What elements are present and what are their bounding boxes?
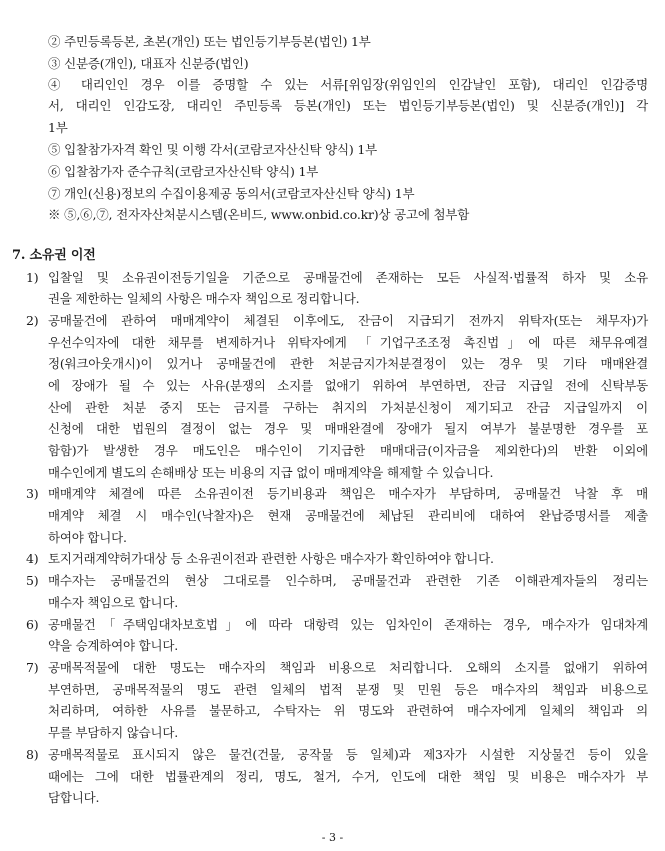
clause-line: 때에는 그에 대한 법률관계의 정리, 명도, 철거, 수거, 인도에 대한 책임 및 비용은 매수자가 부 (48, 769, 648, 784)
doc-item-6: ⑥ 입찰참가자 준수규칙(코람코자산신탁 양식) 1부 (48, 164, 319, 179)
clause-line: 처리하며, 여하한 사유를 불문하고, 수탁자는 위 명도와 관련하여 매수자에게 일체의 책임과 의 (48, 703, 648, 718)
doc-item-2: ② 주민등록등본, 초본(개인) 또는 법인등기부등본(법인) 1부 (48, 34, 371, 49)
clause-line: 우선수익자에 대한 채무를 변제하거나 위탁자에게 「기업구조조정 촉진법」에 따른 채무유예결 (48, 335, 648, 350)
doc-note: ※ ⑤,⑥,⑦, 전자자산처분시스템(온비드, www.onbid.co.kr)상 공고에 첨부함 (48, 207, 470, 222)
clause-line: 공매물건에 관하여 매매계약이 체결된 이후에도, 잔금이 지급되기 전까지 위탁자(또는 채무자)가 (48, 313, 648, 328)
clause-line: 산에 관한 처분 중지 또는 금지를 구하는 취지의 가처분신청이 제기되고 잔금 지급일까지 이 (48, 400, 648, 415)
clause-line: 약을 승계하여야 합니다. (48, 638, 179, 653)
clause-line: 매수자는 공매물건의 현상 그대로를 인수하며, 공매물건과 관련한 기존 이해관계자들의 정리는 (48, 573, 648, 588)
clause-line: 매수자 책임으로 합니다. (48, 595, 179, 610)
clause-number: 2) (26, 313, 39, 328)
clause-line: 매계약 체결 시 매수인(낙찰자)은 현재 공매물건에 체납된 관리비에 대하여 완납증명서를 제출 (48, 508, 648, 523)
clause-line: 공매목적물로 표시되지 않은 물건(건물, 공작물 등 일체)과 제3자가 시설한 지상물건 등이 있을 (48, 747, 648, 762)
clause-number: 4) (26, 551, 39, 566)
clause-line: 권을 제한하는 일체의 사항은 매수자 책임으로 정리합니다. (48, 291, 360, 306)
clause-line: 담합니다. (48, 790, 100, 805)
section-title: 7. 소유권 이전 (12, 248, 96, 263)
clause-number: 1) (26, 270, 39, 285)
clause-number: 5) (26, 573, 39, 588)
doc-item-3: ③ 신분증(개인), 대표자 신분증(법인) (48, 56, 249, 71)
clause-line: 입찰일 및 소유권이전등기일을 기준으로 공매물건에 존재하는 모든 사실적·법률적 하자 및 소유 (48, 270, 648, 285)
doc-item-7: ⑦ 개인(신용)정보의 수집이용제공 동의서(코람코자산신탁 양식) 1부 (48, 186, 415, 201)
clause-line: 신청에 대한 법원의 결정이 없는 경우 및 매매완결에 장애가 될지 여부가 불분명한 경우를 포 (48, 421, 648, 436)
clause-number: 8) (26, 747, 39, 762)
doc-item-4-line-3: 1부 (48, 120, 68, 135)
doc-item-4-line-1: ④ 대리인인 경우 이를 증명할 수 있는 서류[위임장(위임인의 인감날인 포함), 대리인 인감증명 (48, 77, 648, 92)
clause-line: 매수인에게 별도의 손해배상 또는 비용의 지급 없이 매매계약을 해제할 수 있습니다. (48, 465, 494, 480)
page-number: - 3 - (321, 831, 344, 844)
clause-line: 공매목적물에 대한 명도는 매수자의 책임과 비용으로 처리합니다. 오해의 소지를 없애기 위하여 (48, 660, 648, 675)
clause-line: 하여야 합니다. (48, 530, 127, 545)
doc-item-5: ⑤ 입찰참가자격 확인 및 이행 각서(코람코자산신탁 양식) 1부 (48, 142, 377, 157)
clause-number: 7) (26, 660, 39, 675)
clause-number: 3) (26, 486, 39, 501)
clause-line: 정(워크아웃개시)이 있거나 공매물건에 관한 처분금지가처분결정이 있는 경우 및 기타 매매완결 (48, 356, 648, 371)
doc-item-4-line-2: 서, 대리인 인감도장, 대리인 주민등록 등본(개인) 또는 법인등기부등본(법인) 및 신분증(개인)] 각 (48, 98, 648, 113)
clause-line: 공매물건「주택임대차보호법」에 따라 대항력 있는 임차인이 존재하는 경우, 매수자가 임대차계 (48, 617, 648, 632)
clause-number: 6) (26, 617, 39, 632)
clause-line: 토지거래계약허가대상 등 소유권이전과 관련한 사항은 매수자가 확인하여야 합니다. (48, 551, 494, 566)
clause-line: 에 장애가 될 수 있는 사유(분쟁의 소지를 없애기 위하여 부연하면, 잔금 지급일 전에 신탁부동 (48, 378, 648, 393)
clause-line: 부연하면, 공매목적물의 명도 관련 일체의 법적 분쟁 및 민원 등은 매수자의 책임과 비용으로 (48, 682, 648, 697)
clause-line: 함함)가 발생한 경우 매도인은 매수인이 기지급한 매매대금(이자금을 제외한다)의 반환 이외에 (48, 443, 648, 458)
clause-line: 무를 부담하지 않습니다. (48, 725, 179, 740)
clause-line: 매매계약 체결에 따른 소유권이전 등기비용과 책임은 매수자가 부담하며, 공매물건 낙찰 후 매 (48, 486, 648, 501)
